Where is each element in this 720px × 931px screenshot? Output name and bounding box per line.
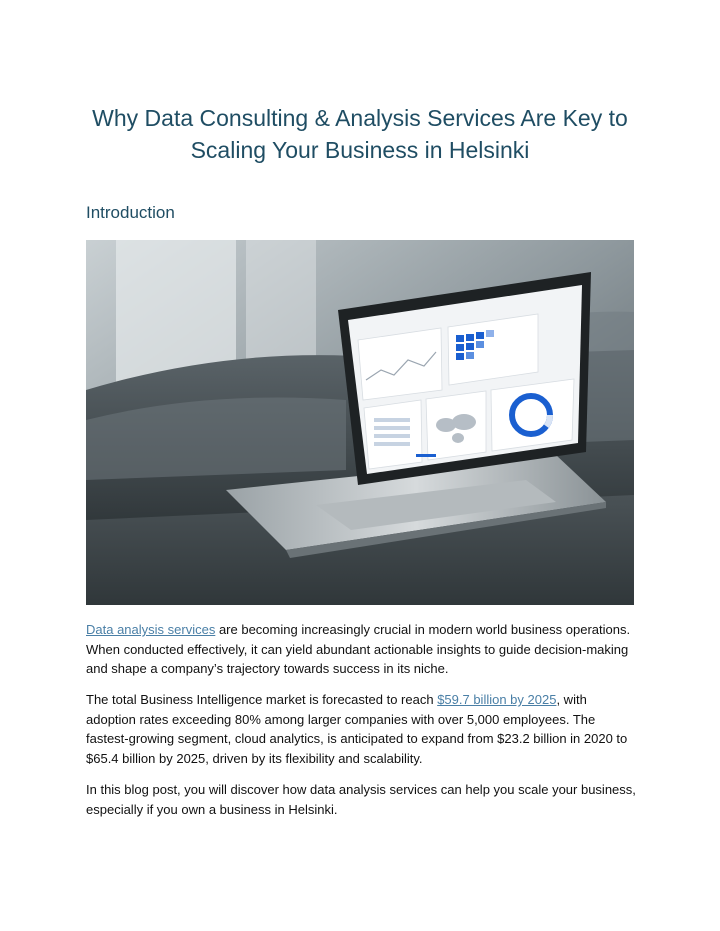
paragraph-intro-text: are becoming increasingly crucial in modern world business operations. When conducted effectively, it can yield abundant actionable insights to guide decision-making and shape a company’s trajectory towards success in its niche. (86, 622, 631, 676)
page-title: Why Data Consulting & Analysis Services Are Key to Scaling Your Business in Helsinki (92, 105, 628, 163)
paragraph-intro (86, 620, 638, 679)
section-heading-introduction: Introduction (86, 203, 175, 222)
laptop-analytics-photo (86, 240, 634, 605)
paragraph-market-text: , with adoption rates exceeding 80% among larger companies with over 5,000 employees. The fastest-growing segment, cloud analytics, is anticipated to expand from $23.2 billion in 2020 to $65.4 billion by 2025, driven by its flexibility and scalability. (86, 692, 628, 766)
paragraph-market-lead: The total Business Intelligence market is forecasted to reach (86, 692, 438, 707)
market-forecast-link[interactable]: $59.7 billion by 2025 (437, 692, 557, 707)
data-analysis-services-link[interactable]: Data analysis services (86, 622, 216, 637)
paragraph-market (86, 690, 638, 768)
paragraph-blog-purpose: In this blog post, you will discover how data analysis services can help you scale your business, especially if you own a business in Helsinki. (86, 782, 636, 817)
